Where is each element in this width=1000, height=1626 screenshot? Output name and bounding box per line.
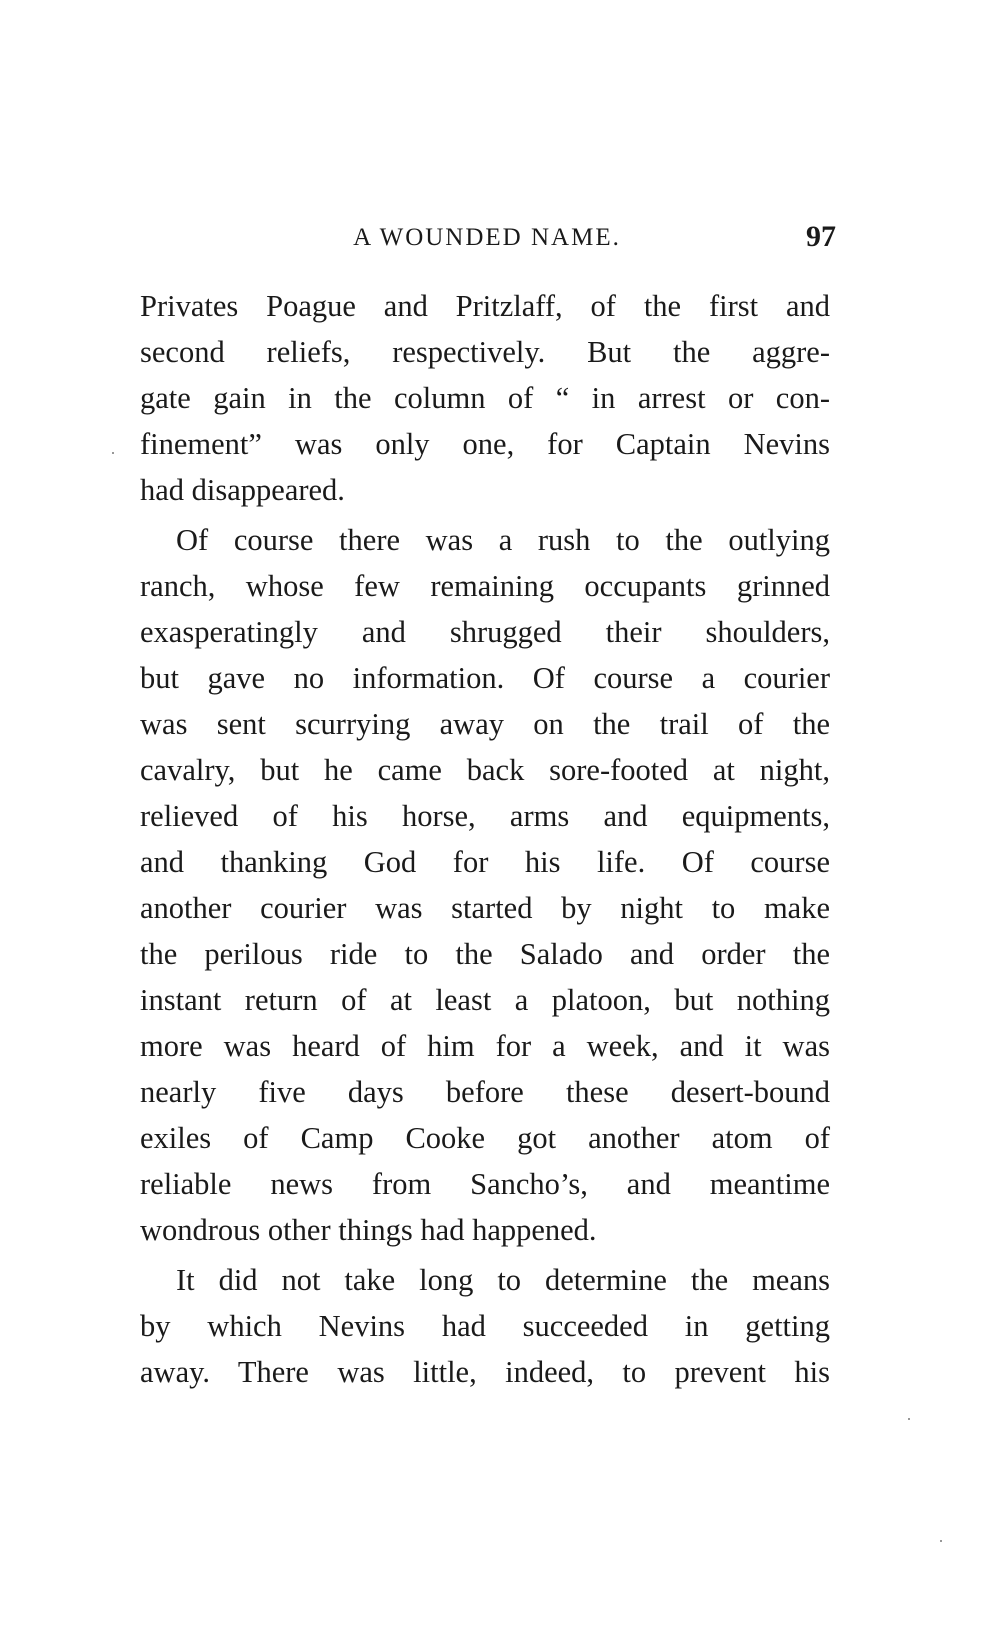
scan-speck	[112, 452, 114, 454]
text-line: second reliefs, respectively. But the aggre-	[140, 335, 830, 369]
running-head	[138, 220, 836, 264]
text-line: It did not take long to determine the means	[176, 1263, 830, 1297]
text-line: by which Nevins had succeeded in getting	[140, 1309, 830, 1343]
text-line: exasperatingly and shrugged their shoulders,	[140, 615, 830, 649]
text-line: reliable news from Sancho’s, and meantime	[140, 1167, 830, 1201]
text-line: was sent scurrying away on the trail of the	[140, 707, 830, 741]
text-line: Privates Poague and Pritzlaff, of the first and	[140, 289, 830, 323]
text-line: the perilous ride to the Salado and order the	[140, 937, 830, 971]
text-line: finement” was only one, for Captain Nevins	[140, 427, 830, 461]
text-line: instant return of at least a platoon, but nothing	[140, 983, 830, 1017]
text-line: relieved of his horse, arms and equipments,	[140, 799, 830, 833]
scan-speck	[908, 1418, 910, 1420]
text-line: another courier was started by night to make	[140, 891, 830, 925]
text-line: ranch, whose few remaining occupants grinned	[140, 569, 830, 603]
paragraph-2	[140, 517, 830, 1253]
text-line: wondrous other things had happened.	[140, 1213, 597, 1247]
page-number: 97	[806, 220, 836, 253]
running-title: A WOUNDED NAME.	[353, 224, 621, 251]
text-line: but gave no information. Of course a courier	[140, 661, 830, 695]
text-line: cavalry, but he came back sore-footed at night,	[140, 753, 830, 787]
scan-speck	[940, 1540, 942, 1542]
body-text	[140, 283, 830, 1395]
text-line: more was heard of him for a week, and it was	[140, 1029, 830, 1063]
text-line: nearly five days before these desert-bound	[140, 1075, 830, 1109]
text-line: had disappeared.	[140, 473, 345, 507]
text-line: exiles of Camp Cooke got another atom of	[140, 1121, 830, 1155]
paragraph-3	[140, 1257, 830, 1395]
text-line: Of course there was a rush to the outlying	[176, 523, 830, 557]
paragraph-1	[140, 283, 830, 513]
text-line: and thanking God for his life. Of course	[140, 845, 830, 879]
text-line: gate gain in the column of “ in arrest or con-	[140, 381, 830, 415]
text-line: away. There was little, indeed, to prevent his	[140, 1355, 830, 1389]
